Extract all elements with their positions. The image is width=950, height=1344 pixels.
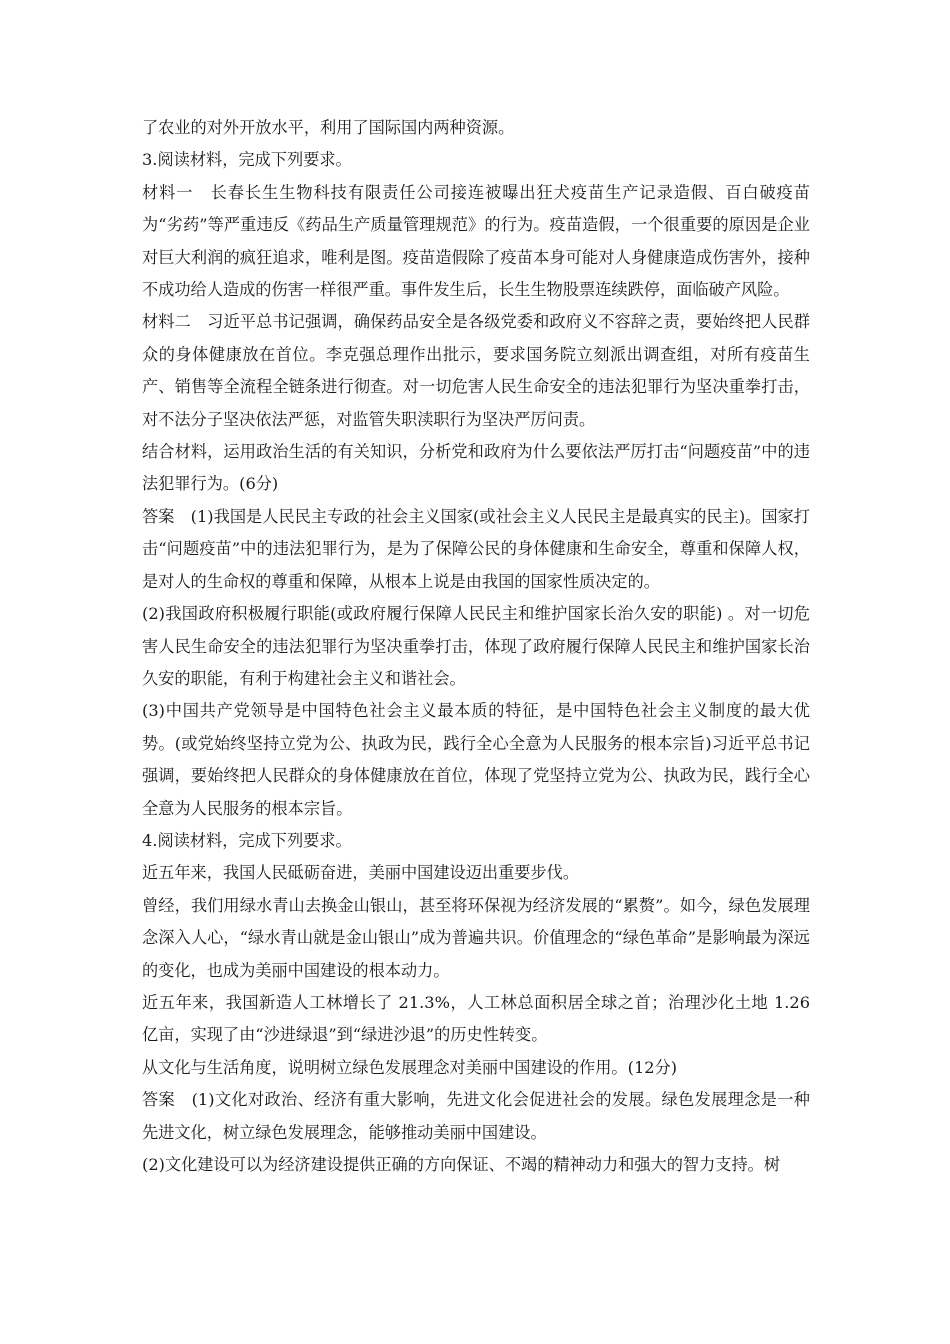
question-4-material-paragraph-3: 近五年来，我国新造人工林增长了 21.3%，人工林总面积居全球之首；治理沙化土地 1.26 亿亩，实现了由“沙进绿退”到“绿进沙退”的历史性转变。 (142, 992, 810, 1045)
question-3-material-2: 材料二 习近平总书记强调，确保药品安全是各级党委和政府义不容辞之责，要始终把人民群众的身体健康放在首位。李克强总理作出批示，要求国务院立刻派出调查组，对所有疫苗生产、销售等全流程全链条进行彻查。对一切危害人民生命安全的违法犯罪行为坚决重拳打击，对不法分子坚决依法严惩，对监管失职渎职行为坚决严厉问责。 (142, 312, 810, 429)
document-body (142, 112, 810, 1181)
question-3-prompt: 结合材料，运用政治生活的有关知识，分析党和政府为什么要依法严厉打击“问题疫苗”中的违法犯罪行为。(6分) (142, 442, 810, 494)
question-3-answer-2: (2)我国政府积极履行职能(或政府履行保障人民民主和维护国家长治久安的职能) 。对一切危害人民生命安全的违法犯罪行为坚决重拳打击，体现了政府履行保障人民民主和维护国家长治久安的职能，有利于构建社会主义和谐社会。 (142, 604, 810, 688)
question-4-answer-2: (2)文化建设可以为经济建设提供正确的方向保证、不竭的精神动力和强大的智力支持。树 (142, 1155, 781, 1174)
question-3-answer-3: (3)中国共产党领导是中国特色社会主义最本质的特征，是中国特色社会主义制度的最大优势。(或党始终坚持立党为公、执政为民，践行全心全意为人民服务的根本宗旨)习近平总书记强调，要始终把人民群众的身体健康放在首位，体现了党坚持立党为公、执政为民，践行全心全意为人民服务的根本宗旨。 (142, 701, 810, 818)
question-3-answer-1: 答案 (1)我国是人民民主专政的社会主义国家(或社会主义人民民主是最真实的民主)。国家打击“问题疫苗”中的违法犯罪行为，是为了保障公民的身体健康和生命安全，尊重和保障人权，是对人的生命权的尊重和保障，从根本上说是由我国的国家性质决定的。 (142, 506, 810, 591)
question-4-material-paragraph-2: 曾经，我们用绿水青山去换金山银山，甚至将环保视为经济发展的“累赘”。如今，绿色发展理念深入人心，“绿水青山就是金山银山”成为普遍共识。价值理念的“绿色革命”是影响最为深远的变化，也成为美丽中国建设的根本动力。 (142, 895, 810, 980)
question-3-material-1: 材料一 长春长生生物科技有限责任公司接连被曝出狂犬疫苗生产记录造假、百白破疫苗为“劣药”等严重违反《药品生产质量管理规范》的行为。疫苗造假，一个很重要的原因是企业对巨大利润的疯狂追求，唯利是图。疫苗造假除了疫苗本身可能对人身健康造成伤害外，接种不成功给人造成的伤害一样很严重。事件发生后，长生生物股票连续跌停，面临破产风险。 (142, 182, 810, 300)
paragraph-continuation: 了农业的对外开放水平，利用了国际国内两种资源。 (142, 118, 515, 137)
question-4-material-intro: 近五年来，我国人民砥砺奋进，美丽中国建设迈出重要步伐。 (142, 863, 580, 883)
question-4-prompt: 从文化与生活角度，说明树立绿色发展理念对美丽中国建设的作用。(12分) (142, 1057, 678, 1077)
question-3-heading: 3.阅读材料，完成下列要求。 (142, 150, 352, 170)
question-4-answer-1: 答案 (1)文化对政治、经济有重大影响，先进文化会促进社会的发展。绿色发展理念是一种先进文化，树立绿色发展理念，能够推动美丽中国建设。 (142, 1090, 810, 1142)
question-4-heading: 4.阅读材料，完成下列要求。 (142, 830, 352, 850)
